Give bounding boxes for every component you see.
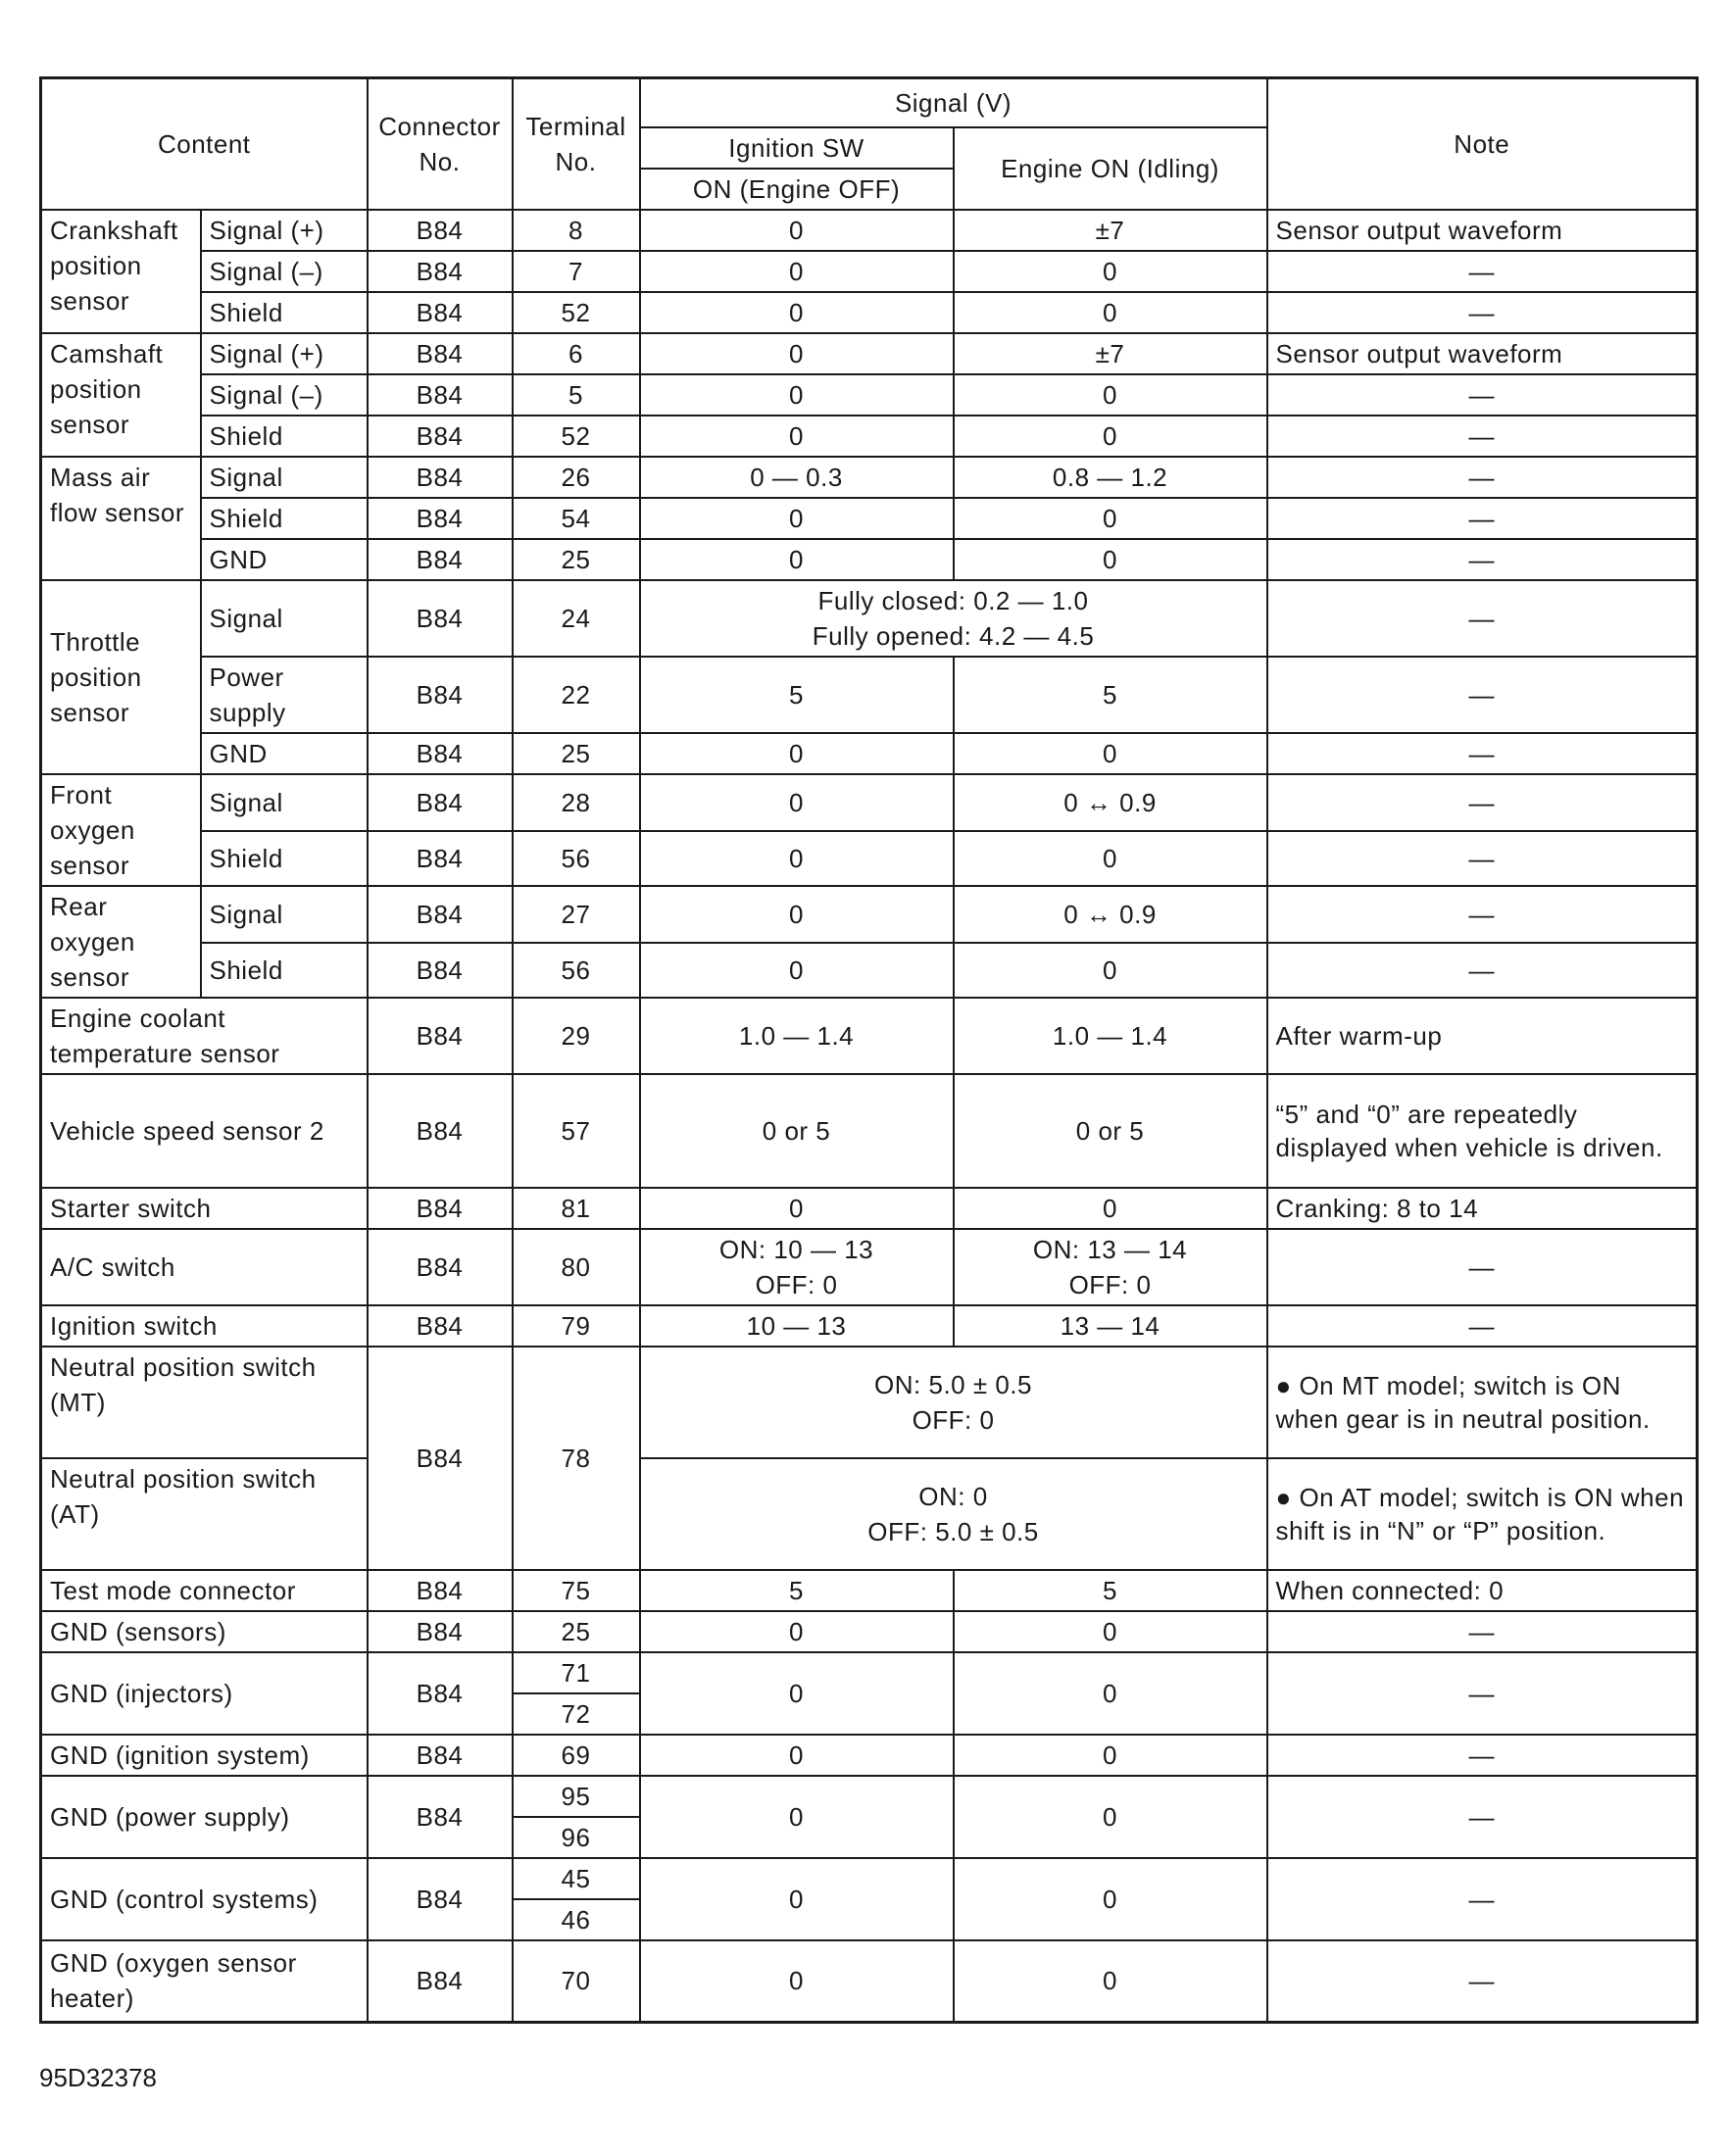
connector-cell: B84	[368, 251, 513, 292]
terminal-cell: 7	[513, 251, 640, 292]
sub-label: Power supply	[201, 657, 368, 733]
note-cell: —	[1267, 292, 1698, 333]
terminal-cell: 27	[513, 886, 640, 943]
engine-on-cell: 0	[954, 1611, 1267, 1652]
terminal-cell: 8	[513, 210, 640, 251]
signal-table-sheet	[39, 76, 1696, 2024]
terminal-cell: 25	[513, 733, 640, 774]
engine-on-cell: 0	[954, 1776, 1267, 1858]
connector-cell: B84	[368, 1652, 513, 1735]
connector-cell: B84	[368, 774, 513, 831]
item-label: Starter switch	[41, 1188, 368, 1229]
engine-on-cell: 0	[954, 943, 1267, 998]
item-label: Ignition switch	[41, 1305, 368, 1347]
note-cell: —	[1267, 943, 1698, 998]
terminal-cell: 5	[513, 374, 640, 416]
connector-cell: B84	[368, 657, 513, 733]
group-label: Mass air flow sensor	[41, 457, 201, 580]
combined-signal-cell: ON: 0 OFF: 5.0 ± 0.5	[640, 1458, 1267, 1570]
connector-cell: B84	[368, 1776, 513, 1858]
item-label: GND (power supply)	[41, 1776, 368, 1858]
header-signal: Signal (V)	[640, 78, 1267, 127]
note-cell: —	[1267, 886, 1698, 943]
terminal-cell: 81	[513, 1188, 640, 1229]
connector-cell: B84	[368, 580, 513, 657]
ign-on-cell: 0 — 0.3	[640, 457, 954, 498]
table-row	[41, 1776, 1698, 1817]
table-body	[41, 210, 1698, 2023]
item-label: Neutral position switch (MT)	[41, 1347, 368, 1458]
note-cell: —	[1267, 733, 1698, 774]
note-cell: —	[1267, 416, 1698, 457]
engine-on-cell: 0	[954, 498, 1267, 539]
note-cell: —	[1267, 1858, 1698, 1940]
terminal-cell: 80	[513, 1229, 640, 1305]
terminal-cell: 45	[513, 1858, 640, 1899]
item-label: A/C switch	[41, 1229, 368, 1305]
engine-on-cell: ON: 13 — 14 OFF: 0	[954, 1229, 1267, 1305]
engine-on-cell: 0	[954, 539, 1267, 580]
connector-cell: B84	[368, 943, 513, 998]
combined-signal-cell: Fully closed: 0.2 — 1.0 Fully opened: 4.2 — 4.5	[640, 580, 1267, 657]
ign-on-cell: 0	[640, 1735, 954, 1776]
ign-on-cell: 0	[640, 733, 954, 774]
header-engine-on: Engine ON (Idling)	[954, 127, 1267, 210]
note-cell: “5” and “0” are repeatedly displayed when vehicle is driven.	[1267, 1074, 1698, 1188]
item-label: GND (control systems)	[41, 1858, 368, 1940]
table-header	[41, 78, 1698, 210]
engine-on-cell: 5	[954, 1570, 1267, 1611]
table-row	[41, 580, 1698, 657]
note-cell: —	[1267, 1735, 1698, 1776]
ign-on-cell: 0	[640, 774, 954, 831]
item-label: Vehicle speed sensor 2	[41, 1074, 368, 1188]
ign-on-cell: 0	[640, 831, 954, 886]
terminal-cell: 29	[513, 998, 640, 1074]
connector-cell: B84	[368, 416, 513, 457]
terminal-cell: 78	[513, 1347, 640, 1570]
table-row	[41, 457, 1698, 498]
table-row	[41, 774, 1698, 831]
table-row	[41, 539, 1698, 580]
sub-label: Signal	[201, 886, 368, 943]
terminal-cell: 72	[513, 1693, 640, 1735]
ign-on-cell: 0	[640, 1611, 954, 1652]
table-row	[41, 943, 1698, 998]
sub-label: Signal (–)	[201, 374, 368, 416]
note-cell: —	[1267, 831, 1698, 886]
sub-label: Shield	[201, 292, 368, 333]
note-cell: —	[1267, 580, 1698, 657]
ign-on-cell: 0	[640, 498, 954, 539]
engine-on-cell: 0	[954, 374, 1267, 416]
header-ignition-sw: Ignition SW	[640, 127, 954, 169]
terminal-cell: 56	[513, 831, 640, 886]
table-row	[41, 1940, 1698, 2023]
table-row	[41, 733, 1698, 774]
combined-signal-cell: ON: 5.0 ± 0.5 OFF: 0	[640, 1347, 1267, 1458]
sub-label: GND	[201, 539, 368, 580]
terminal-cell: 70	[513, 1940, 640, 2023]
header-content: Content	[41, 78, 368, 210]
table-row	[41, 1305, 1698, 1347]
connector-cell: B84	[368, 498, 513, 539]
group-label: Throttle position sensor	[41, 580, 201, 774]
terminal-cell: 75	[513, 1570, 640, 1611]
sub-label: Shield	[201, 831, 368, 886]
ecm-signal-table	[39, 76, 1699, 2024]
connector-cell: B84	[368, 886, 513, 943]
table-row	[41, 210, 1698, 251]
engine-on-cell: 0 ↔ 0.9	[954, 774, 1267, 831]
note-cell: —	[1267, 1229, 1698, 1305]
table-row	[41, 1735, 1698, 1776]
connector-cell: B84	[368, 1188, 513, 1229]
engine-on-cell: 0 ↔ 0.9	[954, 886, 1267, 943]
terminal-cell: 52	[513, 292, 640, 333]
ign-on-cell: 0 or 5	[640, 1074, 954, 1188]
terminal-cell: 69	[513, 1735, 640, 1776]
engine-on-cell: 0.8 — 1.2	[954, 457, 1267, 498]
note-cell: —	[1267, 774, 1698, 831]
connector-cell: B84	[368, 539, 513, 580]
connector-cell: B84	[368, 210, 513, 251]
terminal-cell: 22	[513, 657, 640, 733]
group-label: Front oxygen sensor	[41, 774, 201, 886]
group-label: Camshaft position sensor	[41, 333, 201, 457]
engine-on-cell: ±7	[954, 210, 1267, 251]
terminal-cell: 96	[513, 1817, 640, 1858]
note-cell: —	[1267, 1940, 1698, 2023]
header-ign-on-engine-off: ON (Engine OFF)	[640, 169, 954, 210]
table-row	[41, 416, 1698, 457]
connector-cell: B84	[368, 1074, 513, 1188]
engine-on-cell: 0	[954, 1735, 1267, 1776]
table-row	[41, 657, 1698, 733]
connector-cell: B84	[368, 1858, 513, 1940]
sub-label: Signal	[201, 580, 368, 657]
item-label: Test mode connector	[41, 1570, 368, 1611]
connector-cell: B84	[368, 1735, 513, 1776]
terminal-cell: 6	[513, 333, 640, 374]
engine-on-cell: 0	[954, 1652, 1267, 1735]
note-cell: —	[1267, 1776, 1698, 1858]
connector-cell: B84	[368, 1570, 513, 1611]
connector-cell: B84	[368, 1611, 513, 1652]
ign-on-cell: 0	[640, 1858, 954, 1940]
item-label: GND (sensors)	[41, 1611, 368, 1652]
sub-label: Signal (–)	[201, 251, 368, 292]
note-cell: Sensor output waveform	[1267, 333, 1698, 374]
sub-label: Signal (+)	[201, 333, 368, 374]
header-note: Note	[1267, 78, 1698, 210]
ign-on-cell: 0	[640, 292, 954, 333]
terminal-cell: 26	[513, 457, 640, 498]
table-row	[41, 1858, 1698, 1899]
terminal-cell: 95	[513, 1776, 640, 1817]
terminal-cell: 24	[513, 580, 640, 657]
sub-label: GND	[201, 733, 368, 774]
ign-on-cell: 0	[640, 210, 954, 251]
ign-on-cell: 0	[640, 943, 954, 998]
sub-label: Signal	[201, 457, 368, 498]
header-connector: Connector No.	[368, 78, 513, 210]
ign-on-cell: 0	[640, 1188, 954, 1229]
item-label: GND (ignition system)	[41, 1735, 368, 1776]
ign-on-cell: 0	[640, 333, 954, 374]
engine-on-cell: ±7	[954, 333, 1267, 374]
table-row	[41, 1458, 1698, 1570]
connector-cell: B84	[368, 998, 513, 1074]
terminal-cell: 56	[513, 943, 640, 998]
sub-label: Shield	[201, 498, 368, 539]
note-cell: When connected: 0	[1267, 1570, 1698, 1611]
connector-cell: B84	[368, 1347, 513, 1570]
connector-cell: B84	[368, 333, 513, 374]
table-row	[41, 1188, 1698, 1229]
note-cell: —	[1267, 498, 1698, 539]
ign-on-cell: 0	[640, 1652, 954, 1735]
sub-label: Shield	[201, 416, 368, 457]
figure-code: 95D32378	[39, 2063, 157, 2092]
engine-on-cell: 0 or 5	[954, 1074, 1267, 1188]
engine-on-cell: 1.0 — 1.4	[954, 998, 1267, 1074]
note-cell: —	[1267, 457, 1698, 498]
connector-cell: B84	[368, 733, 513, 774]
table-row	[41, 1074, 1698, 1188]
table-row	[41, 374, 1698, 416]
connector-cell: B84	[368, 1940, 513, 2023]
item-label: Neutral position switch (AT)	[41, 1458, 368, 1570]
note-cell: Sensor output waveform	[1267, 210, 1698, 251]
engine-on-cell: 0	[954, 1188, 1267, 1229]
sub-label: Shield	[201, 943, 368, 998]
ign-on-cell: 0	[640, 374, 954, 416]
table-row	[41, 998, 1698, 1074]
connector-cell: B84	[368, 1229, 513, 1305]
engine-on-cell: 0	[954, 733, 1267, 774]
engine-on-cell: 5	[954, 657, 1267, 733]
table-row	[41, 1347, 1698, 1458]
note-cell: —	[1267, 251, 1698, 292]
sub-label: Signal (+)	[201, 210, 368, 251]
item-label: Engine coolant temperature sensor	[41, 998, 368, 1074]
ign-on-cell: 0	[640, 886, 954, 943]
engine-on-cell: 0	[954, 1858, 1267, 1940]
ign-on-cell: 0	[640, 251, 954, 292]
note-cell: —	[1267, 657, 1698, 733]
connector-cell: B84	[368, 457, 513, 498]
ign-on-cell: 5	[640, 1570, 954, 1611]
table-row	[41, 1652, 1698, 1693]
terminal-cell: 52	[513, 416, 640, 457]
terminal-cell: 57	[513, 1074, 640, 1188]
ign-on-cell: 0	[640, 539, 954, 580]
group-label: Crankshaft position sensor	[41, 210, 201, 333]
terminal-cell: 71	[513, 1652, 640, 1693]
engine-on-cell: 0	[954, 416, 1267, 457]
header-terminal: Terminal No.	[513, 78, 640, 210]
terminal-cell: 25	[513, 539, 640, 580]
engine-on-cell: 0	[954, 831, 1267, 886]
terminal-cell: 46	[513, 1899, 640, 1940]
note-cell: —	[1267, 1611, 1698, 1652]
note-cell: —	[1267, 1652, 1698, 1735]
table-row	[41, 333, 1698, 374]
table-row	[41, 498, 1698, 539]
ign-on-cell: 0	[640, 1776, 954, 1858]
table-row	[41, 886, 1698, 943]
group-label: Rear oxygen sensor	[41, 886, 201, 998]
engine-on-cell: 13 — 14	[954, 1305, 1267, 1347]
note-cell: —	[1267, 539, 1698, 580]
note-cell: Cranking: 8 to 14	[1267, 1188, 1698, 1229]
note-cell: After warm-up	[1267, 998, 1698, 1074]
connector-cell: B84	[368, 292, 513, 333]
table-row	[41, 1229, 1698, 1305]
connector-cell: B84	[368, 1305, 513, 1347]
ign-on-cell: 1.0 — 1.4	[640, 998, 954, 1074]
ign-on-cell: 0	[640, 416, 954, 457]
terminal-cell: 79	[513, 1305, 640, 1347]
terminal-cell: 25	[513, 1611, 640, 1652]
engine-on-cell: 0	[954, 251, 1267, 292]
connector-cell: B84	[368, 831, 513, 886]
ign-on-cell: ON: 10 — 13 OFF: 0	[640, 1229, 954, 1305]
ign-on-cell: 5	[640, 657, 954, 733]
ign-on-cell: 10 — 13	[640, 1305, 954, 1347]
table-row	[41, 1570, 1698, 1611]
ign-on-cell: 0	[640, 1940, 954, 2023]
engine-on-cell: 0	[954, 1940, 1267, 2023]
table-row	[41, 292, 1698, 333]
connector-cell: B84	[368, 374, 513, 416]
engine-on-cell: 0	[954, 292, 1267, 333]
item-label: GND (oxygen sensor heater)	[41, 1940, 368, 2023]
note-cell: ● On MT model; switch is ON when gear is in neutral position.	[1267, 1347, 1698, 1458]
sub-label: Signal	[201, 774, 368, 831]
note-cell: —	[1267, 374, 1698, 416]
table-row	[41, 831, 1698, 886]
terminal-cell: 28	[513, 774, 640, 831]
item-label: GND (injectors)	[41, 1652, 368, 1735]
note-cell: —	[1267, 1305, 1698, 1347]
terminal-cell: 54	[513, 498, 640, 539]
table-row	[41, 251, 1698, 292]
table-row	[41, 1611, 1698, 1652]
note-cell: ● On AT model; switch is ON when shift is in “N” or “P” position.	[1267, 1458, 1698, 1570]
